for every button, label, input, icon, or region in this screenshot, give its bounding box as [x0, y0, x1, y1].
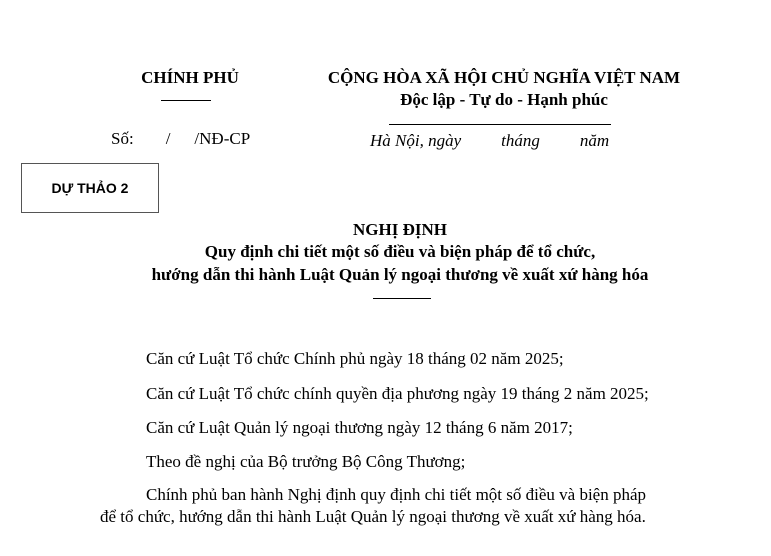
legal-basis-4: Theo đề nghị của Bộ trưởng Bộ Công Thương;: [146, 452, 466, 471]
legal-basis-3: Căn cứ Luật Quản lý ngoại thương ngày 12 tháng 6 năm 2017;: [146, 418, 573, 437]
date-month: tháng: [501, 131, 540, 150]
document-subject-line-1: Quy định chi tiết một số điều và biện pháp để tổ chức,: [204, 242, 596, 261]
legal-basis-2: Căn cứ Luật Tổ chức chính quyền địa phương ngày 19 tháng 2 năm 2025;: [146, 384, 649, 403]
doc-number-prefix: Số:: [111, 129, 134, 148]
issuing-agency: CHÍNH PHỦ: [141, 68, 239, 87]
national-title: CỘNG HÒA XÃ HỘI CHỦ NGHĨA VIỆT NAM: [327, 68, 681, 87]
agency-underline: [161, 100, 211, 101]
document-type: NGHỊ ĐỊNH: [353, 220, 447, 239]
issue-date: [370, 131, 609, 151]
decree-statement-line-1: Chính phủ ban hành Nghị định quy định chi tiết một số điều và biện pháp: [146, 485, 647, 504]
doc-number-slash: /: [165, 129, 171, 148]
doc-number-suffix: /NĐ-CP: [194, 129, 251, 148]
national-motto: Độc lập - Tự do - Hạnh phúc: [400, 90, 608, 109]
subject-underline: [373, 298, 431, 299]
draft-label: DỰ THẢO 2: [51, 180, 129, 196]
document-number: [111, 129, 250, 149]
legal-basis-1: Căn cứ Luật Tổ chức Chính phủ ngày 18 tháng 02 năm 2025;: [146, 349, 564, 368]
decree-statement-line-2: để tổ chức, hướng dẫn thi hành Luật Quản lý ngoại thương về xuất xứ hàng hóa.: [100, 507, 646, 526]
document-subject-line-2: hướng dẫn thi hành Luật Quản lý ngoại thương về xuất xứ hàng hóa: [151, 265, 649, 284]
date-year: năm: [579, 131, 610, 150]
draft-label-box: [21, 163, 159, 213]
date-place: Hà Nội, ngày: [370, 131, 462, 150]
motto-underline: [389, 124, 611, 125]
